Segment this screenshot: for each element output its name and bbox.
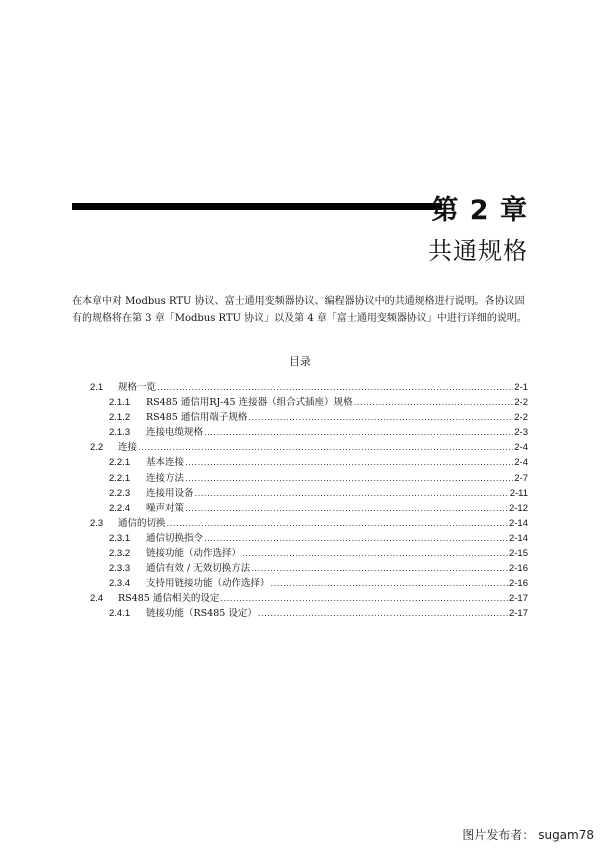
toc-leader-dots: [220, 591, 508, 606]
toc-entry-2-1-2[interactable]: [90, 410, 528, 425]
toc-entry-page: 2-2: [514, 412, 528, 424]
chapter-number: 第 2 章: [431, 195, 528, 226]
toc-entry-2-1[interactable]: [90, 380, 528, 395]
toc-entry-number: 2.1: [90, 382, 104, 393]
toc-entry-page: 2-4: [514, 442, 528, 454]
toc-entry-title: 规格一览: [118, 382, 157, 393]
toc-leader-dots: [167, 516, 508, 531]
toc-entry-2-1-1[interactable]: [90, 395, 528, 410]
toc-entry-title: 连接: [118, 442, 138, 454]
toc-entry-number: 2.2.1: [109, 472, 131, 484]
toc-entry-title: RS485 通信用端子规格: [146, 412, 248, 424]
intro-paragraph: 在本章中对 Modbus RTU 协议、富士通用变频器协议、编程器协议中的共通规格进行说明。各协议固有的规格将在第 3 章「Modbus RTU 协议」以及第 4 章「富士通用变频器协议」中进行详细的说明。: [72, 296, 527, 324]
toc-entry-2-4[interactable]: [90, 591, 528, 606]
toc-leader-dots: [251, 561, 508, 576]
toc-heading: 目录: [289, 355, 311, 368]
watermark-text: 图片发布者： sugam78: [462, 828, 594, 842]
toc-entry-page: 2-17: [508, 593, 528, 605]
toc-entry-page: 2-14: [508, 532, 528, 544]
toc-leader-dots: [185, 501, 508, 516]
toc-leader-dots: [258, 606, 508, 621]
toc-entry-page: 2-12: [508, 502, 528, 514]
toc-leader-dots: [195, 486, 509, 501]
toc-leader-dots: [157, 380, 513, 395]
toc-entry-page: 2-3: [514, 427, 528, 439]
toc-entry-title: 链接功能（动作选择）: [146, 548, 242, 560]
toc-entry-number: 2.3.2: [109, 548, 131, 560]
toc-entry-title: 基本连接: [146, 457, 185, 469]
toc-entry-title: 连接电缆规格: [146, 427, 204, 439]
toc-entry-title: RS485 通信相关的设定: [118, 593, 220, 605]
toc-entry-number: 2.1.2: [109, 412, 131, 424]
toc-leader-dots: [185, 471, 513, 486]
toc-entry-2-2[interactable]: [90, 440, 528, 455]
toc-entry-number: 2.3.1: [109, 532, 131, 544]
toc-entry-title: 噪声对策: [146, 502, 185, 514]
toc-entry-title: 支持用链接功能（动作选择）: [146, 578, 270, 590]
toc-entry-page: 2-15: [508, 548, 528, 560]
toc-entry-2-3-1[interactable]: [90, 531, 528, 546]
toc-entry-page: 2-11: [509, 487, 528, 499]
toc-entry-number: 2.2.3: [109, 487, 131, 499]
toc-entry-page: 2-1: [514, 382, 528, 393]
toc-entry-page: 2-4: [514, 457, 528, 469]
toc-leader-dots: [204, 531, 508, 546]
toc-entry-number: 2.2: [90, 442, 104, 454]
toc-entry-number: 2.4.1: [109, 608, 131, 620]
chapter-title: 共通规格: [428, 237, 528, 265]
toc-entry-number: 2.4: [90, 593, 104, 605]
toc-leader-dots: [271, 576, 508, 591]
toc-entry-number: 2.1.1: [109, 397, 131, 409]
toc-entry-2-2-4[interactable]: [90, 501, 528, 516]
toc-entry-number: 2.2.1: [109, 457, 131, 469]
chapter-rule: [72, 203, 442, 210]
toc-entry-2-2-1[interactable]: [90, 455, 528, 470]
toc-entry-2-1-3[interactable]: [90, 425, 528, 440]
toc-entry-2-3[interactable]: [90, 516, 528, 531]
toc-entry-title: 连接用设备: [146, 487, 194, 499]
toc-entry-page: 2-16: [508, 563, 528, 575]
toc-entry-title: 通信的切换: [118, 517, 166, 529]
toc-leader-dots: [138, 440, 513, 455]
table-of-contents: [90, 380, 528, 622]
toc-entry-number: 2.1.3: [109, 427, 131, 439]
toc-entry-2-2-2[interactable]: [90, 471, 528, 486]
toc-entry-title: 通信有效 / 无效切换方法: [146, 563, 251, 575]
toc-entry-number: 2.3.3: [109, 563, 131, 575]
toc-entry-title: 连接方法: [146, 472, 185, 484]
toc-leader-dots: [185, 455, 513, 470]
toc-entry-title: 链接功能（RS485 设定）: [146, 608, 257, 620]
toc-entry-number: 2.3.4: [109, 578, 131, 590]
toc-leader-dots: [248, 410, 513, 425]
toc-entry-page: 2-17: [508, 608, 528, 620]
toc-leader-dots: [204, 425, 513, 440]
toc-entry-page: 2-2: [514, 397, 528, 409]
toc-entry-2-4-1[interactable]: [90, 606, 528, 621]
toc-entry-number: 2.2.4: [109, 502, 131, 514]
toc-entry-page: 2-16: [508, 578, 528, 590]
toc-entry-number: 2.3: [90, 517, 104, 529]
toc-entry-2-2-3[interactable]: [90, 486, 528, 501]
toc-entry-2-3-3[interactable]: [90, 561, 528, 576]
toc-entry-title: RS485 通信用RJ-45 连接器（组合式插座）规格: [146, 397, 353, 409]
toc-entry-page: 2-14: [508, 517, 528, 529]
toc-leader-dots: [354, 395, 514, 410]
toc-entry-2-3-4[interactable]: [90, 576, 528, 591]
toc-entry-2-3-2[interactable]: [90, 546, 528, 561]
toc-entry-page: 2-7: [514, 472, 528, 484]
toc-leader-dots: [242, 546, 508, 561]
toc-entry-title: 通信切换指令: [146, 532, 204, 544]
